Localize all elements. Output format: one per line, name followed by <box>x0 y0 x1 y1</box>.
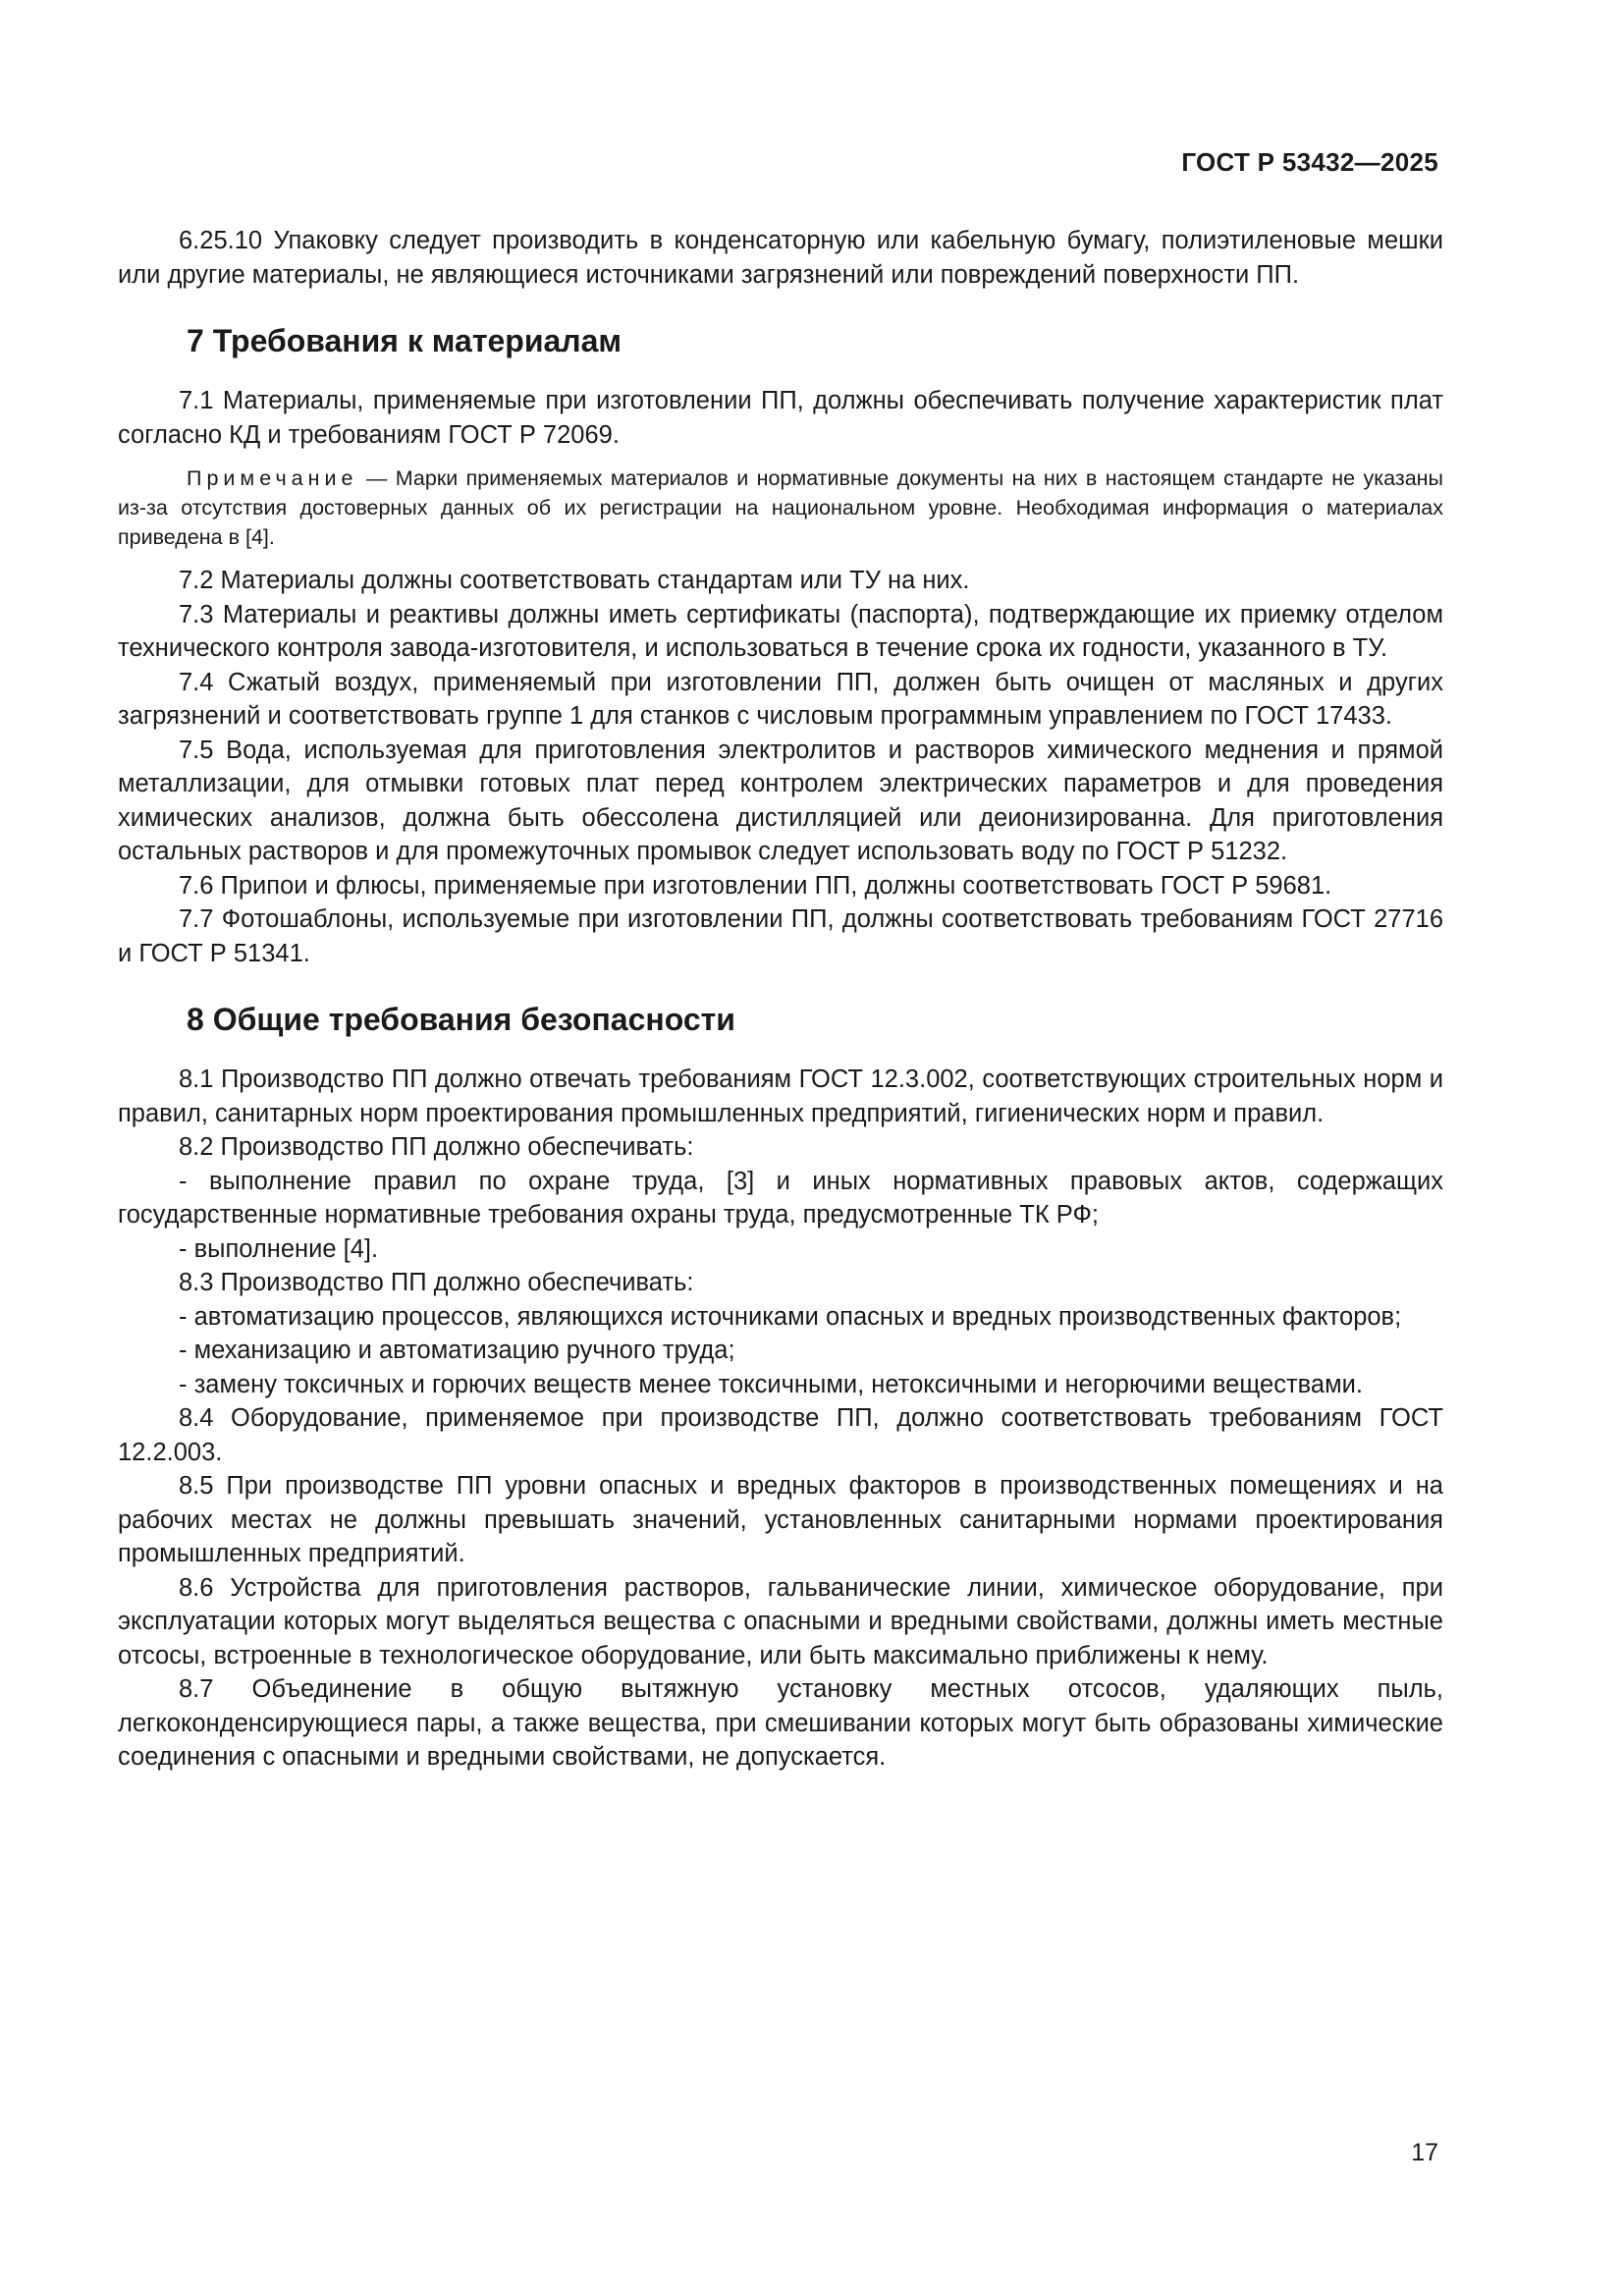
section-7-heading: 7 Требования к материалам <box>187 323 622 358</box>
list-item-8-2-1: - выполнение правил по охране труда, [3] и иных нормативных правовых актов, содержащих государственные нормативные требования охраны труда, предусмотренные ТК РФ; <box>118 1167 1443 1229</box>
paragraph-8-6: 8.6 Устройства для приготовления растворов, гальванические линии, химическое оборудование, при эксплуатации которых могут выделяться вещества с опасными и вредными свойствами, должны иметь местные отсосы, встроенные в технологическое оборудование, или быть максимально приближены к нему. <box>118 1573 1443 1669</box>
paragraph-8-5: 8.5 При производстве ПП уровни опасных и вредных факторов в производственных помещениях и на рабочих местах не должны превышать значений, установленных санитарными нормами проектирования промышленных предприятий. <box>118 1472 1443 1567</box>
paragraph-8-3: 8.3 Производство ПП должно обеспечивать: <box>179 1269 694 1296</box>
document-id-header: ГОСТ Р 53432—2025 <box>1181 147 1438 177</box>
list-item-8-2-2: - выполнение [4]. <box>179 1234 379 1263</box>
list-item-8-3-2: - механизацию и автоматизацию ручного труда; <box>179 1337 735 1364</box>
paragraph-7-7: 7.7 Фотошаблоны, используемые при изготовлении ПП, должны соответствовать требованиям ГОСТ 27716 и ГОСТ Р 51341. <box>118 905 1443 967</box>
paragraph-7-2: 7.2 Материалы должны соответствовать стандартам или ТУ на них. <box>179 567 970 594</box>
section-8-heading: 8 Общие требования безопасности <box>187 1002 735 1037</box>
paragraph-7-6: 7.6 Припои и флюсы, применяемые при изготовлении ПП, должны соответствовать ГОСТ Р 59681. <box>179 871 1332 900</box>
paragraph-8-2: 8.2 Производство ПП должно обеспечивать: <box>179 1133 694 1161</box>
list-item-8-3-1: - автоматизацию процессов, являющихся источниками опасных и вредных производственных факторов; <box>179 1302 1402 1331</box>
note-text: — Марки применяемых материалов и нормативные документы на них в настоящем стандарте не указаны из-за отсутствия достоверных данных об их регистрации на национальном уровне. Необходимая информация о материалах приведена в [4]. <box>118 466 1443 549</box>
note-label: Примечание <box>187 466 358 490</box>
paragraph-7-3: 7.3 Материалы и реактивы должны иметь сертификаты (паспорта), подтверждающие их приемку отделом технического контроля завода-изготовителя, и использоваться в течение срока их годности, указанного в ТУ. <box>118 600 1443 662</box>
paragraph-7-5: 7.5 Вода, используемая для приготовления электролитов и растворов химического меднения и прямой металлизации, для отмывки готовых плат перед контролем электрических параметров и для проведения химических анализов, должна быть обессолена дистилляцией или деионизированна. Для приготовления остальных растворов и для промежуточных промывок следует использовать воду по ГОСТ Р 51232. <box>118 736 1443 865</box>
note-block <box>118 464 1443 552</box>
paragraph-6-25-10: 6.25.10 Упаковку следует производить в конденсаторную или кабельную бумагу, полиэтиленовые мешки или другие материалы, не являющиеся источниками загрязнений или повреждений поверхности ПП. <box>118 227 1443 289</box>
page-content <box>118 224 1443 1775</box>
paragraph-8-1: 8.1 Производство ПП должно отвечать требованиям ГОСТ 12.3.002, соответствующих строительных норм и правил, санитарных норм проектирования промышленных предприятий, гигиенических норм и правил. <box>118 1066 1443 1127</box>
page-number: 17 <box>1411 2139 1438 2166</box>
paragraph-8-4: 8.4 Оборудование, применяемое при производстве ПП, должно соответствовать требованиям ГОСТ 12.2.003. <box>118 1404 1443 1466</box>
paragraph-7-1: 7.1 Материалы, применяемые при изготовлении ПП, должны обеспечивать получение характеристик плат согласно КД и требованиям ГОСТ Р 72069. <box>118 387 1443 449</box>
list-item-8-3-3: - замену токсичных и горючих веществ менее токсичными, нетоксичными и негорючими веществами. <box>179 1370 1363 1398</box>
paragraph-8-7: 8.7 Объединение в общую вытяжную установку местных отсосов, удаляющих пыль, легкоконденсирующиеся пары, а также вещества, при смешивании которых могут быть образованы химические соединения с опасными и вредными свойствами, не допускается. <box>118 1675 1443 1771</box>
paragraph-7-4: 7.4 Сжатый воздух, применяемый при изготовлении ПП, должен быть очищен от масляных и других загрязнений и соответствовать группе 1 для станков с числовым программным управлением по ГОСТ 17433. <box>118 668 1443 730</box>
